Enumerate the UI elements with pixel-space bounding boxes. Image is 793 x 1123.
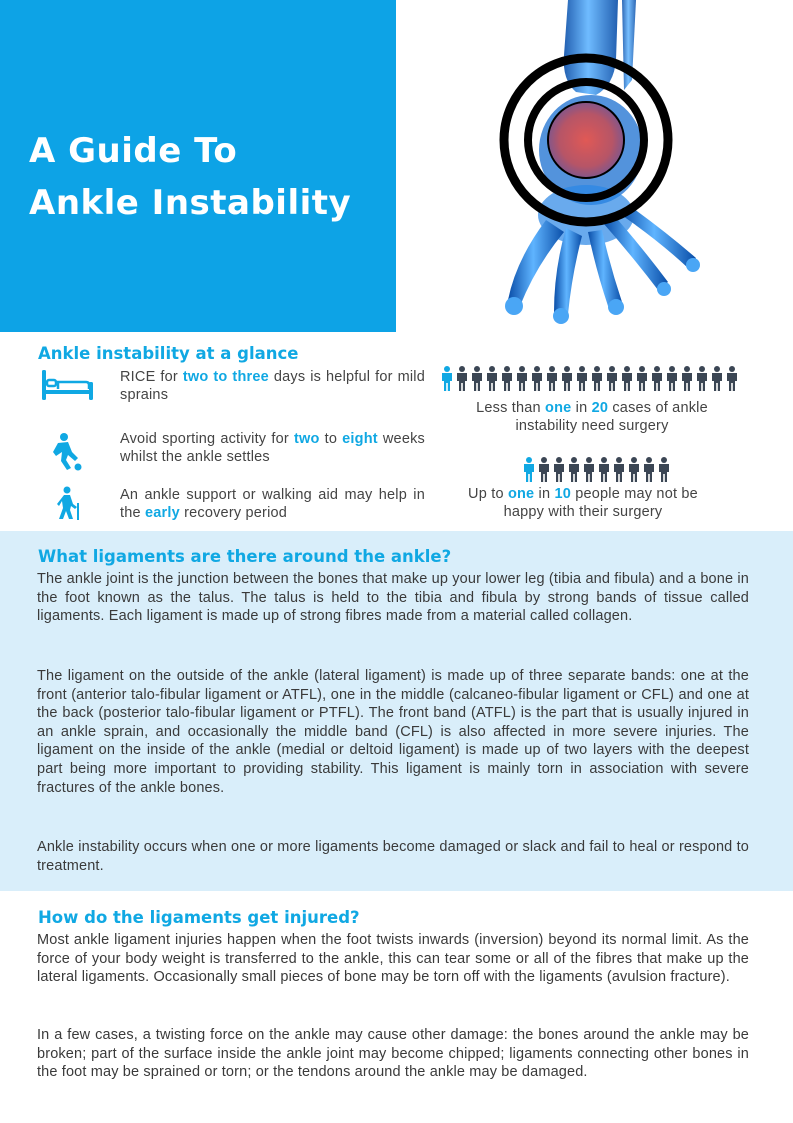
tip-text-part: recovery period: [179, 505, 288, 521]
injury-paragraph: Most ankle ligament injuries happen when the foot twists inwards (inversion) beyond its normal limit. As the force of your body weight is transferred to the ankle, this can tear some or all of the fibres that make up the lateral ligaments. Occasionally small pieces of bone may be torn off with the ligaments (avulsion fracture).: [37, 932, 749, 986]
person-icon: [569, 457, 579, 482]
tip-text: [120, 368, 425, 404]
ankle-xray-illustration: [396, 0, 793, 332]
stat-text-part: people may not be happy with their surgery: [503, 486, 698, 520]
person-icon: [682, 366, 692, 391]
header-banner: [0, 0, 396, 332]
person-icon: [457, 366, 467, 391]
walking-aid-icon: [56, 486, 82, 520]
person-icon: [697, 366, 707, 391]
person-icon: [637, 366, 647, 391]
tip-highlight: two to three: [182, 369, 269, 385]
glance-title: Ankle instability at a glance: [38, 344, 299, 363]
stat-highlight: one: [507, 486, 535, 502]
person-icon-highlighted: [524, 457, 534, 482]
injury-title: How do the ligaments get injured?: [38, 908, 360, 927]
tip-text: [120, 430, 425, 466]
person-icon: [547, 366, 557, 391]
person-icon: [487, 366, 497, 391]
bed-icon: [40, 368, 96, 402]
person-icon: [667, 366, 677, 391]
page-title: [29, 125, 351, 229]
injury-paragraph: In a few cases, a twisting force on the ankle may cause other damage: the bones around the ankle may be broken; part of the surface inside the ankle joint may become chipped; ligaments connecting other bones in the foot may be sprained or torn; or the tendons around the ankle may be damaged.: [37, 1027, 749, 1081]
person-icon: [652, 366, 662, 391]
person-icon: [532, 366, 542, 391]
tip-text-part: to: [319, 431, 343, 447]
person-icon: [644, 457, 654, 482]
stat-highlight: 10: [554, 486, 572, 502]
person-icon: [629, 457, 639, 482]
person-icon: [472, 366, 482, 391]
person-icon: [539, 457, 549, 482]
football-player-icon: [48, 432, 84, 472]
ligaments-paragraph: Ankle instability occurs when one or more ligaments become damaged or slack and fail to heal or respond to treatment.: [37, 839, 749, 874]
ligaments-paragraph: The ankle joint is the junction between the bones that make up your lower leg (tibia and fibula) and a bone in the foot known as the talus. The talus is held to the tibia and fibula by strong bands of tissue called ligaments. Each ligament is made up of strong fibres made from a material called collagen.: [37, 571, 749, 625]
person-icon: [592, 366, 602, 391]
stat-text-part: cases of ankle instability need surgery: [515, 400, 708, 434]
person-icon: [727, 366, 737, 391]
stat-highlight: one: [545, 400, 572, 416]
person-icon: [562, 366, 572, 391]
person-icon-highlighted: [442, 366, 452, 391]
tip-highlight: two: [293, 431, 320, 447]
stat-highlight: 20: [591, 400, 609, 416]
tip-text-part: weeks whilst the ankle settles: [120, 431, 425, 465]
ligaments-title: What ligaments are there around the ankle?: [38, 547, 452, 566]
people-chart-1-in-10: [523, 457, 683, 483]
page-title-line2: Ankle Instability: [29, 183, 352, 223]
tip-text: [120, 486, 425, 522]
person-icon: [599, 457, 609, 482]
tip-text-part: Avoid sporting activity for: [120, 431, 294, 447]
person-icon: [622, 366, 632, 391]
person-icon: [502, 366, 512, 391]
tip-text-part: RICE for: [120, 369, 183, 385]
person-icon: [712, 366, 722, 391]
foot-skeleton-icon: [396, 0, 793, 332]
person-icon: [554, 457, 564, 482]
person-icon: [659, 457, 669, 482]
person-icon: [584, 457, 594, 482]
tip-text-part: An ankle support or walking aid may help in the: [120, 487, 425, 521]
person-icon: [577, 366, 587, 391]
tip-highlight: early: [145, 505, 180, 521]
stat-text-part: Less than: [476, 400, 546, 416]
person-icon: [607, 366, 617, 391]
tip-highlight: eight: [342, 431, 378, 447]
stat-text-part: in: [534, 486, 555, 502]
people-chart-1-in-20: [441, 366, 741, 392]
stat-text-part: Up to: [468, 486, 508, 502]
page-title-line1: A Guide To: [29, 131, 238, 171]
person-icon: [517, 366, 527, 391]
tip-text-part: days is helpful for mild sprains: [120, 369, 425, 403]
stat-text-part: in: [571, 400, 592, 416]
person-icon: [614, 457, 624, 482]
ligaments-paragraph: The ligament on the outside of the ankle (lateral ligament) is made up of three separate bands: one at the front (anterior talo-fibular ligament or ATFL), one in the middle (calcaneo-fibular ligament or CFL) and one at the back (posterior talo-fibular ligament or PTFL). The front band (ATFL) is the part that is usually injured in an ankle sprain, and occasionally the middle band (CFL) is also affected in more severe injuries. The ligament on the inside of the ankle (medial or deltoid ligament) is made up of two layers with the deepest part being more important to providing stability. This ligament is mainly torn in association with severe fractures of the ankle bones.: [37, 668, 749, 796]
stat-surgery-satisfaction: [468, 485, 698, 521]
stat-surgery-need: [452, 399, 732, 435]
